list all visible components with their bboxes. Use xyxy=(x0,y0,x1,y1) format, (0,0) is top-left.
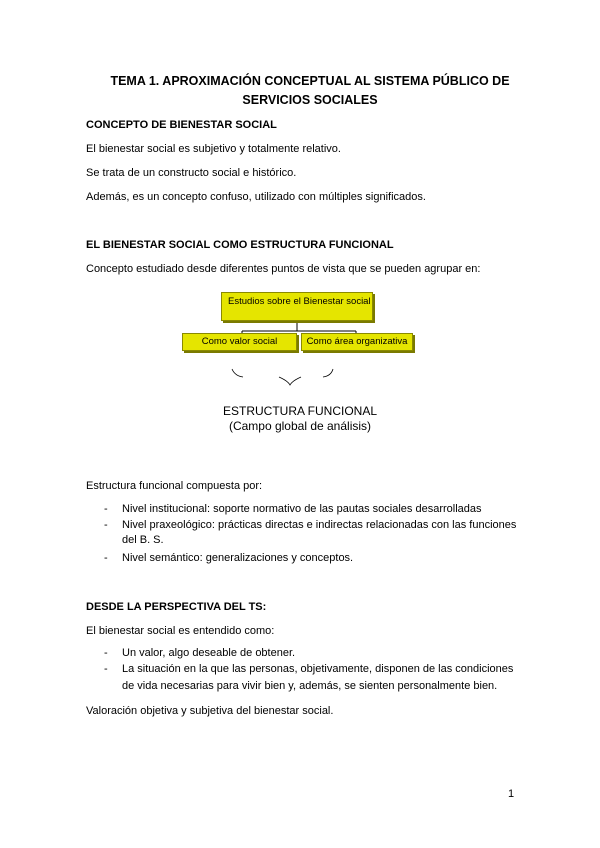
list-item: Nivel institucional: soporte normativo de las pautas sociales desarrolladas xyxy=(122,503,482,515)
section-heading-concepto: CONCEPTO DE BIENESTAR SOCIAL xyxy=(86,119,277,131)
brace-left-mark xyxy=(232,369,243,377)
list-bullet: - xyxy=(104,503,108,515)
list-item: Nivel praxeológico: prácticas directas e indirectas relacionadas con las funciones xyxy=(122,519,517,531)
page-number: 1 xyxy=(508,788,515,800)
list-item-continuation: de vida necesarias para vivir bien y, además, se sienten personalmente bien. xyxy=(122,680,498,692)
paragraph: Estructura funcional compuesta por: xyxy=(86,480,263,492)
list-item: La situación en la que las personas, objetivamente, disponen de las condiciones xyxy=(122,663,514,675)
diagram-caption-title: ESTRUCTURA FUNCIONAL xyxy=(222,404,377,418)
list-bullet: - xyxy=(104,519,108,531)
paragraph: El bienestar social es entendido como: xyxy=(86,625,275,637)
list-item-continuation: del B. S. xyxy=(122,534,164,546)
list-bullet: - xyxy=(104,647,108,659)
diagram-box-social-value: Como valor social xyxy=(182,333,297,351)
diagram-box-organizational-area: Como área organizativa xyxy=(301,333,413,351)
diagram-connectors xyxy=(0,0,600,400)
document-title-line2: SERVICIOS SOCIALES xyxy=(242,93,378,107)
list-item: Un valor, algo deseable de obtener. xyxy=(122,647,296,659)
diagram-caption-subtitle: (Campo global de análisis) xyxy=(228,419,372,433)
diagram-box-studies: Estudios sobre el Bienestar social xyxy=(221,292,373,321)
paragraph: Valoración objetiva y subjetiva del bienestar social. xyxy=(86,705,334,717)
brace-center-mark xyxy=(279,377,301,385)
list-bullet: - xyxy=(104,663,108,675)
list-item: Nivel semántico: generalizaciones y conceptos. xyxy=(122,552,354,564)
paragraph: Concepto estudiado desde diferentes puntos de vista que se pueden agrupar en: xyxy=(86,263,481,275)
section-heading-perspectiva: DESDE LA PERSPECTIVA DEL TS: xyxy=(86,601,267,613)
paragraph: El bienestar social es subjetivo y totalmente relativo. xyxy=(86,143,341,155)
paragraph: Además, es un concepto confuso, utilizado con múltiples significados. xyxy=(86,191,426,203)
list-bullet: - xyxy=(104,552,108,564)
brace-right-mark xyxy=(323,369,333,377)
document-title-line1: TEMA 1. APROXIMACIÓN CONCEPTUAL AL SISTEMA PÚBLICO DE xyxy=(110,74,510,88)
section-heading-estructura: EL BIENESTAR SOCIAL COMO ESTRUCTURA FUNCIONAL xyxy=(86,239,394,251)
paragraph: Se trata de un constructo social e histórico. xyxy=(86,167,297,179)
